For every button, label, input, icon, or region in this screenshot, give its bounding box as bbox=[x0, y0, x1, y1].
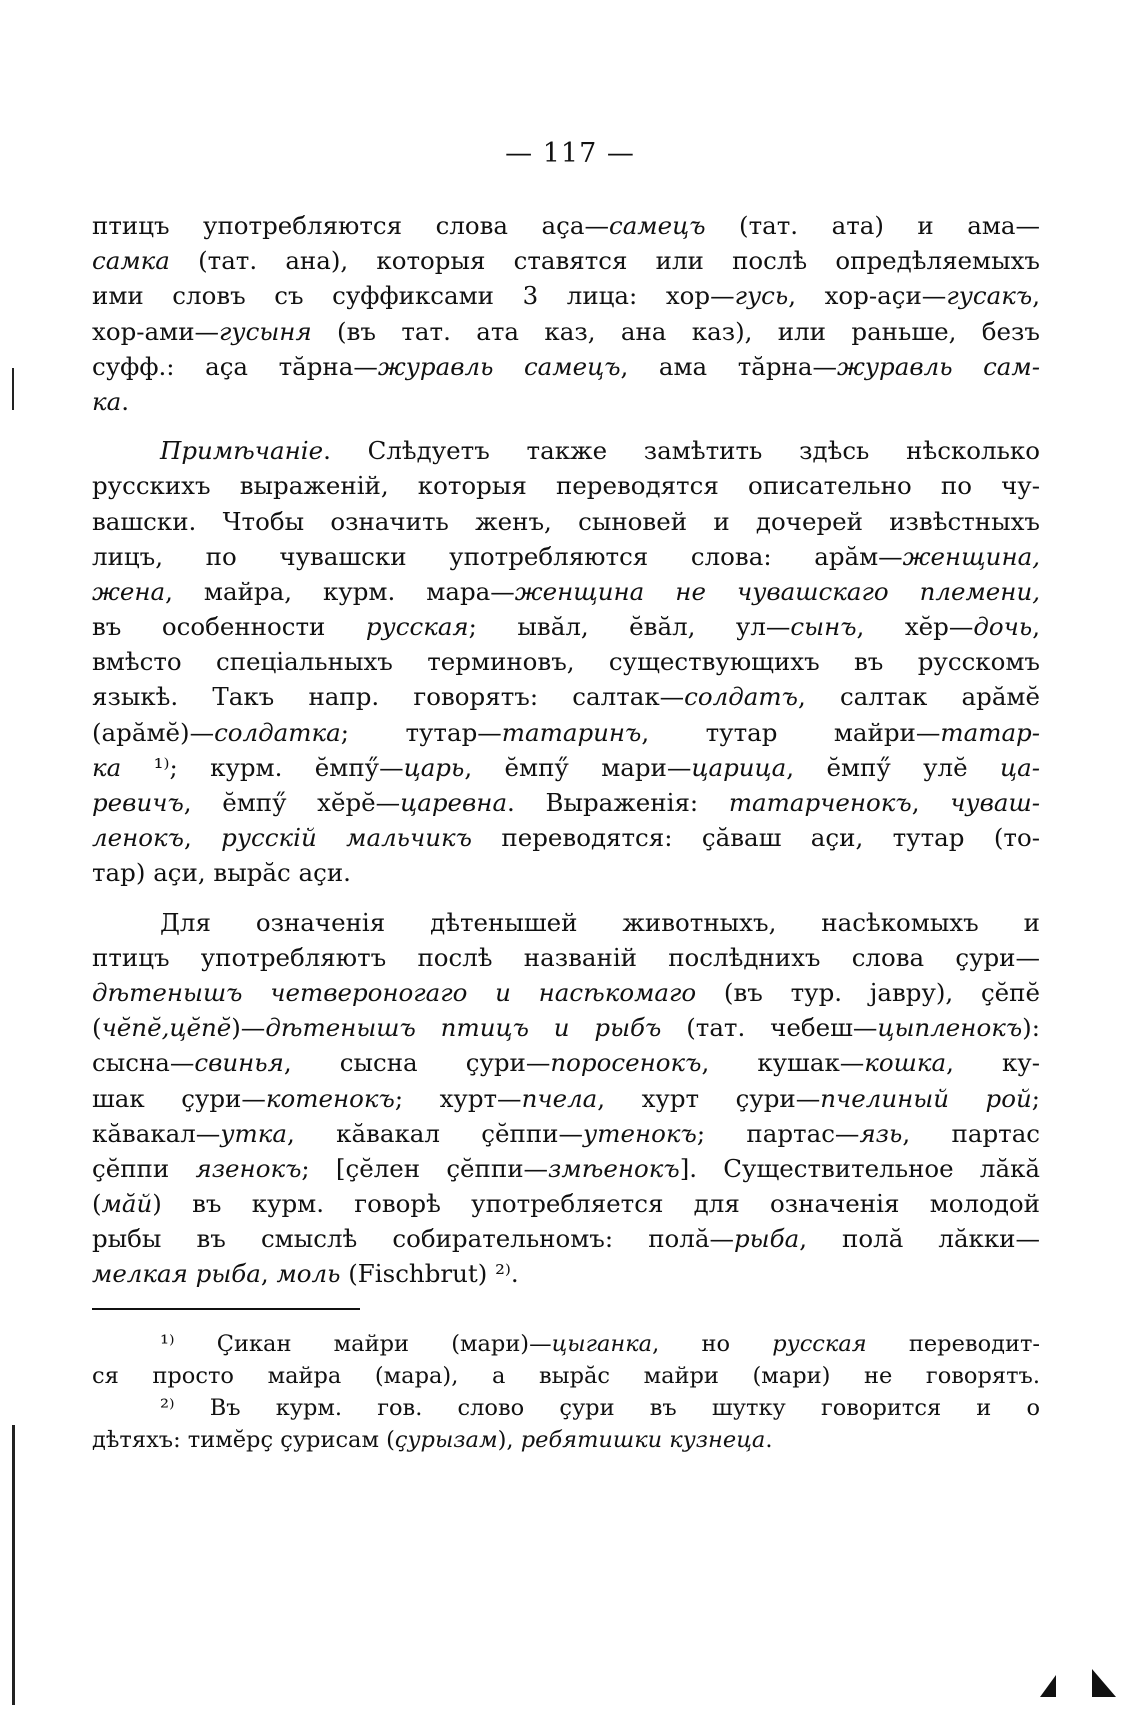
text-line: жена, майра, курм. мара—женщина не чувашскаго племени, bbox=[92, 576, 1041, 606]
scan-margin-mark bbox=[12, 1425, 15, 1705]
text-line: сысна—свинья, сысна ҫури—поросенокъ, кушак—кошка, ку- bbox=[92, 1048, 1040, 1078]
italic-term: ленокъ bbox=[92, 823, 184, 853]
italic-term: цыпленокъ bbox=[877, 1013, 1023, 1043]
italic-term: женщина, bbox=[902, 541, 1040, 571]
footnote-line: ²⁾ Въ курм. гов. слово ҫури въ шутку говорится и о bbox=[160, 1395, 1040, 1421]
text-line: Примѣчаніе. Слѣдуетъ также замѣтить здѣсь нѣсколько bbox=[160, 436, 1040, 466]
text-line: птицъ употребляютъ послѣ названій послѣднихъ слова ҫури— bbox=[92, 942, 1040, 972]
page-number: — 117 — bbox=[505, 138, 635, 169]
italic-term: сынъ bbox=[790, 612, 857, 642]
italic-term: дѣтенышъ четвероногаго и насѣкомаго bbox=[92, 977, 697, 1007]
italic-term: язь bbox=[859, 1118, 903, 1148]
italic-term: солдатка bbox=[214, 717, 341, 747]
text-line: дѣтенышъ четвероногаго и насѣкомаго (въ тур. јавру), ҫӗпӗ bbox=[92, 977, 1040, 1007]
text-line: ленокъ, русскій мальчикъ переводятся: ҫӑваш аҫи, тутар (то- bbox=[92, 823, 1040, 853]
footnote-line: ¹⁾ Ҫикан майри (мари)—цыганка, но русская переводит- bbox=[160, 1331, 1041, 1357]
text-line: языкѣ. Такъ напр. говорятъ: салтак—солдатъ, салтак арӑмӗ bbox=[92, 682, 1040, 712]
italic-term: пчела bbox=[521, 1083, 598, 1113]
italic-term: царь bbox=[403, 752, 465, 782]
footnotes bbox=[92, 1328, 1040, 1456]
italic-term: котенокъ bbox=[265, 1083, 395, 1113]
italic-term: русскій мальчикъ bbox=[221, 823, 472, 853]
text-line: хор-ами—гусыня (въ тат. ата каз, ана каз), или раньше, безъ bbox=[92, 316, 1040, 346]
corner-scan-mark bbox=[1040, 1665, 1124, 1705]
italic-term: мӑй bbox=[101, 1189, 153, 1219]
text-line: шак ҫури—котенокъ; хурт—пчела, хурт ҫури—пчелиный рой; bbox=[92, 1083, 1040, 1113]
italic-term: самка bbox=[92, 246, 170, 276]
italic-term: татаринъ bbox=[501, 717, 642, 747]
italic-term: русская bbox=[365, 612, 469, 642]
italic-term: журавль сам- bbox=[836, 351, 1041, 381]
text-line: (чӗпӗ,цӗпӗ)—дѣтенышъ птицъ и рыбъ (тат. чебеш—цыпленокъ): bbox=[92, 1013, 1040, 1043]
text-line: (арӑмӗ)—солдатка; тутар—татаринъ, тутар майри—татар- bbox=[92, 717, 1041, 747]
text-line: птицъ употребляются слова аҫа—самецъ (тат. ата) и ама— bbox=[92, 211, 1040, 240]
italic-term: царевна bbox=[400, 788, 508, 817]
italic-term: гусыня bbox=[219, 316, 312, 346]
scan-margin-mark bbox=[12, 368, 14, 410]
italic-term: татарченокъ bbox=[728, 788, 912, 817]
text-line: въ особенности русская; ывӑл, ӗвӑл, ул—сынъ, хӗр—дочь, bbox=[92, 612, 1040, 642]
italic-term: Примѣчаніе bbox=[160, 436, 324, 466]
italic-term: чуваш- bbox=[950, 788, 1040, 817]
italic-term: журавль самецъ bbox=[377, 351, 621, 381]
text-line: ҫӗппи язенокъ; [ҫӗлен ҫӗппи—змѣенокъ]. Существительное лӑкӑ bbox=[92, 1153, 1040, 1183]
text-line: вашски. Чтобы означить женъ, сыновей и дочерей извѣстныхъ bbox=[92, 506, 1040, 536]
text-line: тар) аҫи, вырӑс аҫи. bbox=[92, 858, 351, 888]
text-line: мелкая рыба, моль (Fischbrut) ²⁾. bbox=[92, 1259, 519, 1289]
text-line: кӑвакал—утка, кӑвакал ҫӗппи—утенокъ; партас—язь, партас bbox=[92, 1118, 1041, 1148]
italic-term: свинья bbox=[194, 1048, 284, 1078]
italic-term: поросенокъ bbox=[550, 1048, 702, 1078]
italic-term: кошка bbox=[864, 1048, 947, 1078]
italic-term: пчелиный рой bbox=[820, 1083, 1032, 1113]
text-line: рыбы въ смыслѣ собирательномъ: полӑ—рыба, полӑ лӑкки— bbox=[92, 1224, 1040, 1254]
italic-term: дочь bbox=[973, 612, 1033, 642]
text-line: суфф.: аҫа тӑрна—журавль самецъ, ама тӑрна—журавль сам- bbox=[92, 351, 1041, 381]
italic-term: ца- bbox=[1000, 752, 1041, 782]
text-line: ка ¹⁾; курм. ӗмпӳ—царь, ӗмпӳ мари—царица, ӗмпӳ улӗ ца- bbox=[92, 752, 1041, 782]
italic-term: моль bbox=[276, 1259, 341, 1289]
italic-term: солдатъ bbox=[684, 682, 798, 712]
italic-term: мелкая рыба bbox=[92, 1259, 261, 1289]
italic-term: гусакъ bbox=[946, 281, 1033, 311]
italic-term: жена bbox=[92, 576, 166, 606]
italic-term: ҫурызам bbox=[394, 1427, 498, 1453]
italic-term: змѣенокъ bbox=[548, 1153, 680, 1183]
footnote-line: ся просто майра (мара), а вырӑс майри (мари) не говорятъ. bbox=[92, 1363, 1040, 1389]
italic-term: цыганка bbox=[551, 1331, 653, 1357]
text-line: ими словъ съ суффиксами 3 лица: хор—гусь, хор-аҫи—гусакъ, bbox=[92, 281, 1040, 311]
text-line: (мӑй) въ курм. говорѣ употребляется для означенія молодой bbox=[92, 1189, 1040, 1219]
italic-term: рыба bbox=[733, 1224, 800, 1254]
text-line: русскихъ выраженій, которыя переводятся описательно по чу- bbox=[92, 471, 1040, 501]
italic-term: царица bbox=[691, 752, 787, 782]
italic-term: язенокъ bbox=[195, 1153, 302, 1183]
italic-term: утка bbox=[220, 1118, 287, 1148]
text-line: Для означенія дѣтенышей животныхъ, насѣкомыхъ и bbox=[160, 907, 1040, 937]
italic-term: ка bbox=[92, 752, 122, 782]
footnote-line: дѣтяхъ: тимӗрҫ ҫурисам (ҫурызам), ребятишки кузнеца. bbox=[92, 1427, 773, 1453]
text-line: самка (тат. ана), которыя ставятся или послѣ опредѣляемыхъ bbox=[92, 246, 1040, 276]
text-line: лицъ, по чувашски употребляются слова: арӑм—женщина, bbox=[92, 541, 1040, 571]
text-line: ревичъ, ӗмпӳ хӗрӗ—царевна. Выраженія: татарченокъ, чуваш- bbox=[92, 788, 1040, 817]
italic-term: татар- bbox=[940, 717, 1041, 747]
text-line: вмѣсто спеціальныхъ терминовъ, существующихъ въ русскомъ bbox=[92, 647, 1040, 677]
main-text bbox=[92, 208, 1040, 1292]
italic-term: ребятишки кузнеца bbox=[520, 1427, 766, 1453]
italic-term: ревичъ bbox=[92, 788, 184, 817]
italic-term: утенокъ bbox=[583, 1118, 697, 1148]
italic-term: дѣтенышъ птицъ и рыбъ bbox=[265, 1013, 662, 1043]
italic-term: гусь bbox=[734, 281, 789, 311]
footnote-divider bbox=[92, 1308, 360, 1310]
text-line: ка. bbox=[92, 386, 130, 416]
italic-term: самецъ bbox=[608, 211, 706, 240]
italic-term: русская bbox=[772, 1331, 867, 1357]
italic-term: ка bbox=[92, 386, 122, 416]
italic-term: женщина не чувашскаго племени, bbox=[514, 576, 1041, 606]
italic-term: чӗпӗ,цӗпӗ bbox=[101, 1013, 232, 1043]
